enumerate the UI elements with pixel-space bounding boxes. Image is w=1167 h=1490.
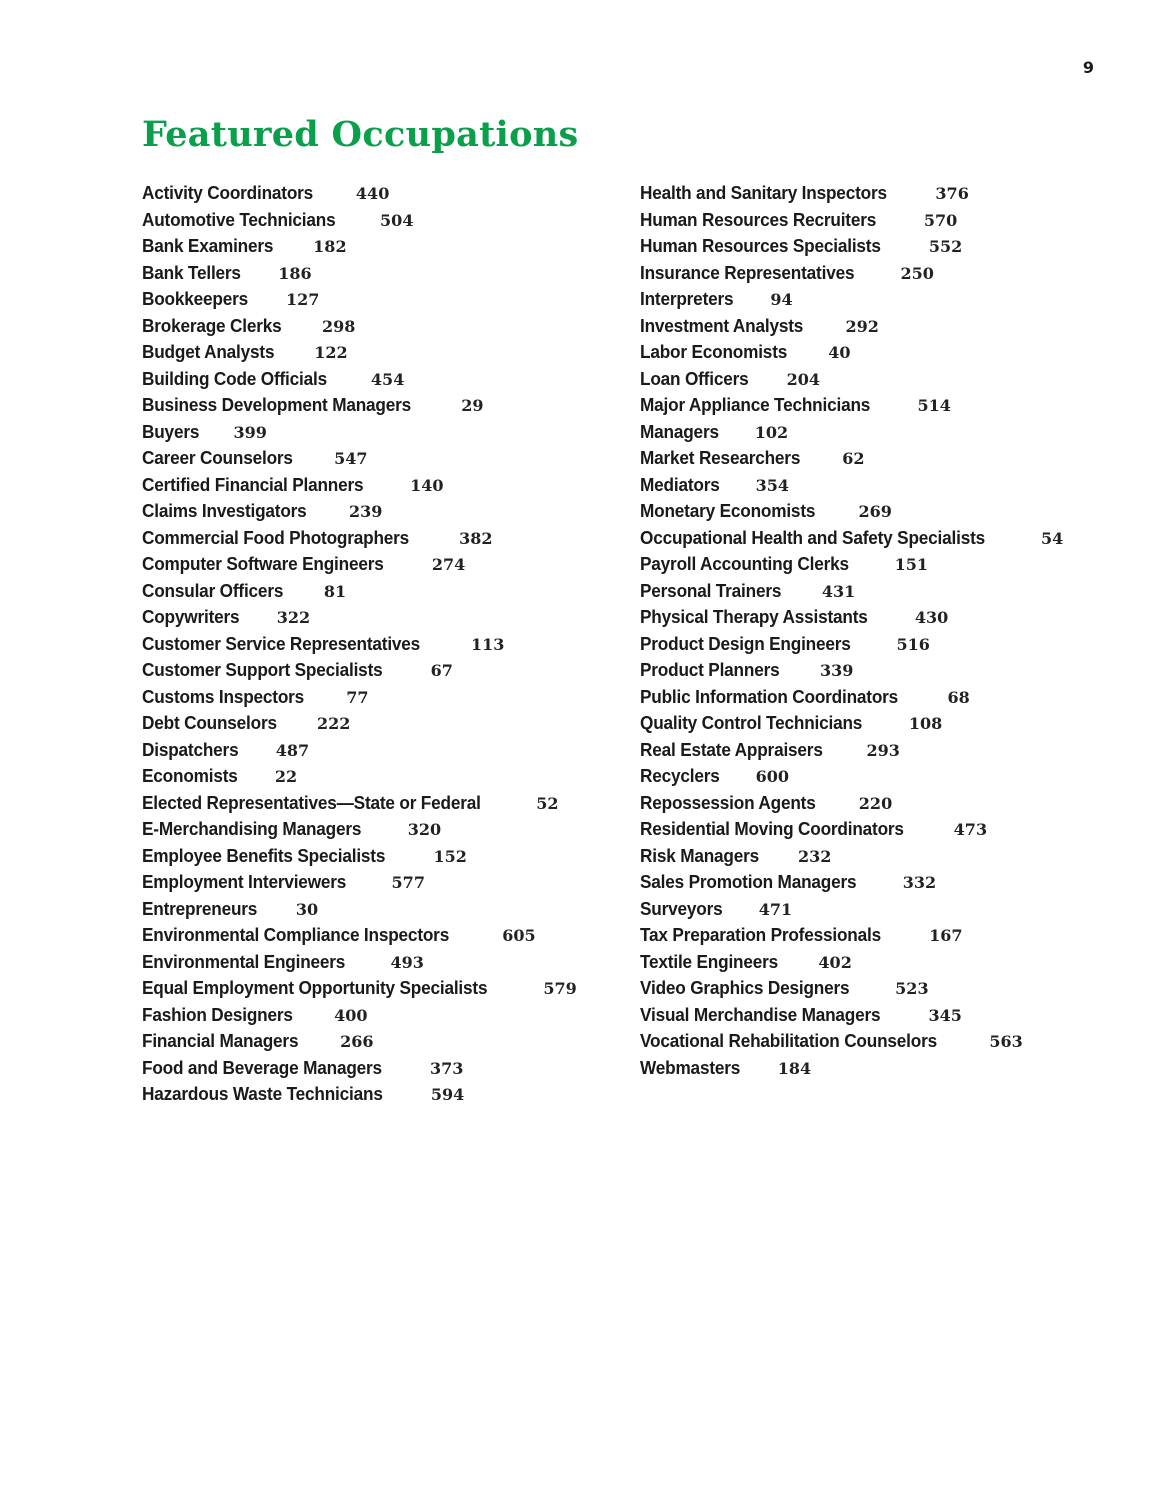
occupation-name: Risk Managers bbox=[640, 844, 760, 866]
occupation-page-number: 102 bbox=[754, 422, 789, 442]
occupation-name: Recyclers bbox=[640, 765, 720, 786]
occupation-entry bbox=[640, 551, 1140, 578]
occupation-entry bbox=[142, 525, 602, 552]
occupation-name: Investment Analysts bbox=[640, 314, 804, 336]
occupation-entry bbox=[142, 949, 602, 976]
occupation-entry bbox=[640, 233, 1140, 260]
occupation-entry bbox=[640, 445, 1140, 472]
occupation-name: Public Information Coordinators bbox=[640, 685, 899, 707]
occupation-name: Health and Sanitary Inspectors bbox=[640, 182, 887, 203]
occupation-entry bbox=[640, 790, 1140, 817]
occupation-entry bbox=[142, 1002, 602, 1029]
occupation-name: Human Resources Specialists bbox=[640, 235, 881, 256]
occupation-page-number: 473 bbox=[953, 820, 988, 839]
occupation-name: Webmasters bbox=[640, 1056, 741, 1078]
occupation-entry bbox=[142, 1028, 602, 1055]
occupation-entry bbox=[640, 604, 1140, 631]
occupation-entry bbox=[142, 472, 602, 499]
occupation-name: Entrepreneurs bbox=[142, 897, 258, 919]
occupation-name: Automotive Technicians bbox=[142, 208, 336, 230]
occupation-name: Surveyors bbox=[640, 897, 723, 919]
occupation-name: Personal Trainers bbox=[640, 579, 782, 601]
occupation-page-number: 552 bbox=[928, 237, 963, 256]
occupation-page-number: 29 bbox=[461, 396, 484, 415]
occupation-entry bbox=[640, 366, 1140, 393]
occupation-name: Human Resources Recruiters bbox=[640, 208, 877, 230]
occupation-name: Fashion Designers bbox=[142, 1003, 293, 1025]
occupation-name: Environmental Compliance Inspectors bbox=[142, 924, 450, 945]
occupation-name: Copywriters bbox=[142, 606, 240, 627]
occupation-entry bbox=[640, 286, 1140, 313]
occupation-name: Activity Coordinators bbox=[142, 182, 314, 203]
occupation-page-number: 516 bbox=[896, 634, 930, 654]
occupation-entry bbox=[142, 1081, 602, 1108]
occupation-name: Equal Employment Opportunity Specialists bbox=[142, 977, 488, 998]
occupation-entry bbox=[142, 869, 602, 896]
occupation-page-number: 399 bbox=[233, 422, 267, 442]
occupation-page-number: 54 bbox=[1040, 528, 1064, 548]
occupation-entry bbox=[640, 1002, 1140, 1029]
occupation-entry bbox=[142, 737, 602, 764]
occupation-page-number: 298 bbox=[322, 316, 356, 336]
occupation-page-number: 339 bbox=[819, 661, 854, 680]
occupation-page-number: 605 bbox=[502, 926, 536, 945]
occupation-name: Customer Service Representatives bbox=[142, 632, 421, 654]
occupation-name: Career Counselors bbox=[142, 447, 293, 468]
occupation-name: Interpreters bbox=[640, 288, 734, 309]
occupation-name: Business Development Managers bbox=[142, 394, 412, 415]
occupation-name: Bookkeepers bbox=[142, 288, 249, 309]
occupation-page-number: 292 bbox=[845, 316, 879, 336]
occupation-page-number: 151 bbox=[894, 555, 929, 574]
occupation-page-number: 250 bbox=[900, 263, 934, 283]
occupation-page-number: 594 bbox=[430, 1085, 465, 1104]
occupation-name: Bank Examiners bbox=[142, 235, 274, 256]
occupation-page-number: 376 bbox=[935, 184, 969, 203]
occupation-page-number: 504 bbox=[380, 210, 414, 230]
occupation-page-number: 122 bbox=[314, 343, 348, 362]
occupation-entry bbox=[640, 737, 1140, 764]
occupation-page-number: 127 bbox=[286, 290, 320, 309]
occupation-entry bbox=[640, 525, 1140, 552]
occupation-entry bbox=[142, 843, 602, 870]
occupation-page-number: 182 bbox=[313, 237, 347, 256]
occupation-name: Consular Officers bbox=[142, 579, 284, 601]
occupation-entry bbox=[640, 1055, 1140, 1082]
occupation-page-number: 52 bbox=[536, 793, 559, 813]
occupation-page-number: 266 bbox=[340, 1032, 374, 1051]
occupation-name: Video Graphics Designers bbox=[640, 977, 850, 998]
occupation-entry bbox=[640, 763, 1140, 790]
occupation-page-number: 322 bbox=[276, 608, 311, 627]
occupation-page-number: 113 bbox=[471, 634, 505, 654]
occupation-name: Physical Therapy Assistants bbox=[640, 606, 868, 627]
occupation-name: Claims Investigators bbox=[142, 500, 307, 521]
occupation-page-number: 430 bbox=[914, 608, 949, 627]
occupation-name: Textile Engineers bbox=[640, 950, 779, 972]
occupation-entry bbox=[142, 763, 602, 790]
occupation-name: Sales Promotion Managers bbox=[640, 871, 857, 892]
occupation-name: Economists bbox=[142, 765, 238, 786]
occupation-name: Computer Software Engineers bbox=[142, 553, 384, 574]
occupation-entry bbox=[640, 843, 1140, 870]
page-title: Featured Occupations bbox=[142, 114, 579, 155]
occupation-name: Environmental Engineers bbox=[142, 950, 346, 972]
occupation-name: Insurance Representatives bbox=[640, 261, 855, 283]
occupation-page-number: 382 bbox=[459, 528, 493, 548]
occupation-page-number: 222 bbox=[317, 714, 351, 733]
occupation-name: Employee Benefits Specialists bbox=[142, 844, 386, 866]
occupation-entry bbox=[640, 498, 1140, 525]
occupation-page-number: 523 bbox=[895, 979, 929, 998]
occupation-name: Dispatchers bbox=[142, 738, 239, 760]
occupation-name: Financial Managers bbox=[142, 1030, 299, 1051]
occupation-page-number: 563 bbox=[989, 1032, 1023, 1051]
occupation-entry bbox=[640, 710, 1140, 737]
occupation-name: Commercial Food Photographers bbox=[142, 526, 410, 548]
occupation-entry bbox=[142, 498, 602, 525]
occupation-page-number: 152 bbox=[433, 846, 467, 866]
occupation-entry bbox=[142, 816, 602, 843]
occupation-name: Employment Interviewers bbox=[142, 871, 347, 892]
occupation-page-number: 514 bbox=[917, 396, 951, 415]
occupation-name: Tax Preparation Professionals bbox=[640, 924, 881, 945]
occupation-page-number: 94 bbox=[770, 290, 793, 309]
occupation-page-number: 320 bbox=[407, 820, 442, 839]
occupation-page-number: 204 bbox=[786, 369, 821, 389]
occupation-name: Loan Officers bbox=[640, 367, 749, 389]
occupation-name: Debt Counselors bbox=[142, 712, 277, 733]
occupation-name: Labor Economists bbox=[640, 341, 788, 362]
occupation-name: Hazardous Waste Technicians bbox=[142, 1083, 383, 1104]
occupation-entry bbox=[142, 578, 602, 605]
occupation-entry bbox=[640, 578, 1140, 605]
occupation-page-number: 577 bbox=[391, 873, 425, 892]
occupation-name: Managers bbox=[640, 420, 719, 442]
occupation-name: Product Planners bbox=[640, 659, 780, 680]
occupation-name: Mediators bbox=[640, 473, 720, 495]
occupation-page-number: 30 bbox=[295, 899, 319, 919]
occupation-entry bbox=[640, 472, 1140, 499]
occupation-entry bbox=[142, 631, 602, 658]
occupation-list-left bbox=[142, 180, 602, 1108]
occupation-page-number: 62 bbox=[842, 449, 865, 468]
occupation-page-number: 373 bbox=[429, 1058, 464, 1078]
occupation-page-number: 547 bbox=[334, 449, 368, 468]
occupation-entry bbox=[142, 1055, 602, 1082]
occupation-page-number: 108 bbox=[908, 714, 943, 733]
occupation-entry bbox=[640, 180, 1140, 207]
occupation-page-number: 67 bbox=[430, 661, 453, 680]
occupation-page-number: 232 bbox=[797, 846, 832, 866]
occupation-entry bbox=[640, 684, 1140, 711]
occupation-entry bbox=[640, 392, 1140, 419]
occupation-name: Major Appliance Technicians bbox=[640, 394, 871, 415]
occupation-entry bbox=[142, 790, 602, 817]
occupation-name: Payroll Accounting Clerks bbox=[640, 553, 849, 574]
occupation-page-number: 454 bbox=[370, 369, 405, 389]
occupation-entry bbox=[142, 551, 602, 578]
occupation-page-number: 600 bbox=[755, 767, 790, 786]
occupation-page-number: 184 bbox=[777, 1058, 812, 1078]
occupation-entry bbox=[142, 896, 602, 923]
occupation-name: Product Design Engineers bbox=[640, 632, 851, 654]
occupation-page-number: 440 bbox=[355, 184, 390, 203]
occupation-page-number: 293 bbox=[866, 740, 900, 760]
occupation-page-number: 570 bbox=[923, 210, 958, 230]
occupation-name: Elected Representatives—State or Federal bbox=[142, 791, 481, 813]
occupation-entry bbox=[640, 207, 1140, 234]
occupation-entry bbox=[640, 869, 1140, 896]
occupation-name: Customs Inspectors bbox=[142, 685, 305, 707]
occupation-name: Residential Moving Coordinators bbox=[640, 818, 904, 839]
occupation-page-number: 239 bbox=[348, 502, 383, 521]
occupation-page-number: 269 bbox=[858, 502, 892, 521]
occupation-entry bbox=[142, 180, 602, 207]
occupation-page-number: 186 bbox=[278, 263, 312, 283]
occupation-page-number: 140 bbox=[410, 475, 444, 495]
occupation-page-number: 487 bbox=[275, 740, 310, 760]
occupation-entry bbox=[640, 419, 1140, 446]
occupation-entry bbox=[142, 392, 602, 419]
occupation-name: Buyers bbox=[142, 420, 200, 442]
occupation-entry bbox=[640, 1028, 1140, 1055]
occupation-name: E-Merchandising Managers bbox=[142, 818, 362, 839]
occupation-page-number: 579 bbox=[543, 979, 577, 998]
occupation-entry bbox=[142, 604, 602, 631]
occupation-name: Customer Support Specialists bbox=[142, 659, 383, 680]
occupation-name: Food and Beverage Managers bbox=[142, 1056, 382, 1078]
occupation-name: Quality Control Technicians bbox=[640, 712, 863, 733]
occupation-page-number: 167 bbox=[929, 926, 963, 945]
occupation-entry bbox=[142, 684, 602, 711]
occupation-name: Certified Financial Planners bbox=[142, 473, 364, 495]
occupation-name: Building Code Officials bbox=[142, 367, 327, 389]
occupation-entry bbox=[640, 816, 1140, 843]
occupation-name: Occupational Health and Safety Specialists bbox=[640, 526, 986, 548]
occupation-page-number: 81 bbox=[323, 581, 347, 601]
occupation-entry bbox=[142, 922, 602, 949]
occupation-page-number: 400 bbox=[334, 1005, 368, 1025]
occupation-entry bbox=[640, 631, 1140, 658]
occupation-name: Monetary Economists bbox=[640, 500, 816, 521]
occupation-entry bbox=[142, 313, 602, 340]
occupation-entry bbox=[640, 260, 1140, 287]
occupation-name: Bank Tellers bbox=[142, 261, 241, 283]
occupation-name: Brokerage Clerks bbox=[142, 314, 282, 336]
occupation-name: Repossession Agents bbox=[640, 791, 816, 813]
occupation-entry bbox=[142, 657, 602, 684]
occupation-entry bbox=[640, 657, 1140, 684]
occupation-page-number: 345 bbox=[928, 1005, 962, 1025]
occupation-name: Visual Merchandise Managers bbox=[640, 1003, 881, 1025]
occupation-page-number: 40 bbox=[828, 343, 851, 362]
occupation-page-number: 402 bbox=[818, 952, 852, 972]
occupation-page-number: 431 bbox=[821, 581, 856, 601]
occupation-page-number: 471 bbox=[758, 899, 793, 919]
occupation-name: Real Estate Appraisers bbox=[640, 738, 823, 760]
occupation-entry bbox=[142, 419, 602, 446]
occupation-page-number: 274 bbox=[431, 555, 466, 574]
occupation-list-right bbox=[640, 180, 1140, 1081]
occupation-page-number: 68 bbox=[947, 687, 970, 707]
occupation-entry bbox=[142, 207, 602, 234]
occupation-entry bbox=[640, 949, 1140, 976]
occupation-name: Vocational Rehabilitation Counselors bbox=[640, 1030, 937, 1051]
occupation-entry bbox=[142, 339, 602, 366]
page-number: 9 bbox=[1082, 58, 1094, 77]
occupation-entry bbox=[640, 313, 1140, 340]
occupation-entry bbox=[640, 975, 1140, 1002]
occupation-page-number: 493 bbox=[390, 952, 424, 972]
occupation-entry bbox=[142, 975, 602, 1002]
occupation-entry bbox=[142, 233, 602, 260]
occupation-entry bbox=[142, 286, 602, 313]
occupation-entry bbox=[640, 922, 1140, 949]
occupation-page-number: 22 bbox=[274, 767, 298, 786]
occupation-page-number: 77 bbox=[346, 687, 369, 707]
occupation-page-number: 220 bbox=[858, 793, 893, 813]
occupation-entry bbox=[142, 260, 602, 287]
occupation-entry bbox=[142, 710, 602, 737]
occupation-name: Budget Analysts bbox=[142, 341, 275, 362]
occupation-entry bbox=[640, 896, 1140, 923]
occupation-entry bbox=[640, 339, 1140, 366]
occupation-entry bbox=[142, 366, 602, 393]
occupation-page-number: 332 bbox=[902, 873, 937, 892]
occupation-entry bbox=[142, 445, 602, 472]
occupation-page-number: 354 bbox=[755, 475, 789, 495]
occupation-name: Market Researchers bbox=[640, 447, 801, 468]
